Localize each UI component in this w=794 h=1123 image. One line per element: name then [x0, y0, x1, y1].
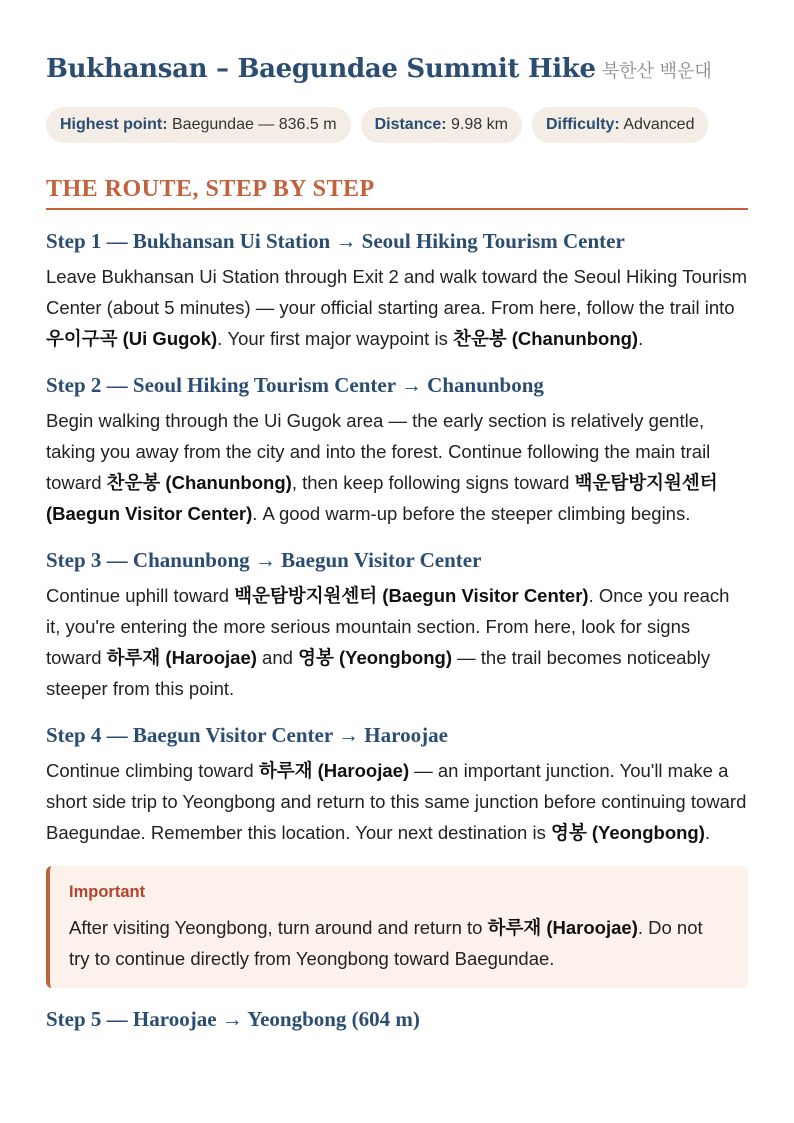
- chip-value: 9.98 km: [451, 116, 508, 133]
- bold-term: 하루재 (Haroojae): [258, 760, 410, 781]
- text-run: Continue uphill toward: [46, 585, 235, 606]
- text-run: .: [704, 822, 711, 843]
- text-run: Begin walking through the Ui Gugok area — the early section is relatively gentle, taking you away from the city and into the forest. Continue following the main trail toward: [46, 410, 711, 493]
- bold-term: 백운탐방지원센터 (Baegun Visitor Center): [234, 585, 589, 606]
- chip-label: Highest point:: [60, 116, 168, 133]
- step-body: [46, 261, 748, 354]
- text-run: and: [256, 647, 299, 668]
- text-run: . Do not try to continue directly from Yeongbong toward Baegundae.: [69, 917, 703, 969]
- bold-term: 영봉 (Yeongbong): [550, 822, 705, 843]
- text-run: Continue climbing toward: [46, 760, 259, 781]
- text-run: After visiting Yeongbong, turn around and return to: [69, 917, 488, 938]
- step-4: [46, 722, 748, 848]
- step-title: Step 1 — Bukhansan Ui Station → Seoul Hiking Tourism Center: [46, 229, 625, 253]
- chip-label: Difficulty:: [545, 116, 620, 133]
- text-run: . Once you reach it, you're entering the more serious mountain section. From here, look for signs toward: [46, 585, 730, 668]
- bold-term: 찬운봉 (Chanunbong): [106, 472, 292, 493]
- step-title: Step 5 — Haroojae → Yeongbong (604 m): [46, 1007, 420, 1031]
- chip-label: Distance:: [374, 116, 447, 133]
- text-run: . A good warm-up before the steeper climbing begins.: [252, 503, 691, 524]
- title-korean: 북한산 백운대: [601, 61, 712, 82]
- text-run: — an important junction. You'll make a short side trip to Yeongbong and return to this same junction before continuing toward Baegundae. Remember this location. Your next destination is: [46, 760, 747, 843]
- bold-term: 찬운봉 (Chanunbong): [452, 328, 639, 349]
- note-body: [69, 912, 728, 974]
- bold-term: 하루재 (Haroojae): [106, 647, 257, 668]
- section-title: THE ROUTE, STEP BY STEP: [46, 177, 748, 210]
- chip-highest-point: [46, 107, 351, 143]
- step-body: [46, 405, 748, 529]
- step-2: [46, 372, 748, 529]
- page-title: [46, 0, 748, 89]
- bold-term: 영봉 (Yeongbong): [298, 647, 452, 668]
- text-run: .: [638, 328, 644, 349]
- info-chips: [46, 107, 748, 143]
- chip-value: Baegundae — 836.5 m: [172, 116, 337, 133]
- step-title: Step 3 — Chanunbong → Baegun Visitor Center: [46, 548, 482, 572]
- text-run: Leave Bukhansan Ui Station through Exit 2 and walk toward the Seoul Hiking Tourism Center (about 5 minutes) — your official starting area. From here, follow the trail into: [46, 266, 748, 318]
- bold-term: 하루재 (Haroojae): [487, 917, 638, 938]
- title-text: Bukhansan – Baegundae Summit Hike: [46, 54, 596, 84]
- step-3: [46, 547, 748, 704]
- bold-term: 백운탐방지원센터 (Baegun Visitor Center): [46, 472, 718, 524]
- chip-value: Advanced: [623, 116, 695, 133]
- step-body: [46, 580, 748, 704]
- step-title: Step 2 — Seoul Hiking Tourism Center → Chanunbong: [46, 373, 544, 397]
- note-title: Important: [69, 883, 146, 901]
- text-run: , then keep following signs toward: [291, 472, 575, 493]
- step-1: [46, 228, 748, 354]
- important-note: [46, 866, 748, 988]
- bold-term: 우이구곡 (Ui Gugok): [46, 328, 218, 349]
- text-run: — the trail becomes noticeably steeper from this point.: [46, 647, 711, 699]
- chip-difficulty: [532, 107, 709, 143]
- text-run: . Your first major waypoint is: [217, 328, 453, 349]
- step-body: [46, 755, 748, 848]
- chip-distance: [361, 107, 522, 143]
- step-title: Step 4 — Baegun Visitor Center → Haroojae: [46, 723, 448, 747]
- step-5: [46, 1006, 748, 1032]
